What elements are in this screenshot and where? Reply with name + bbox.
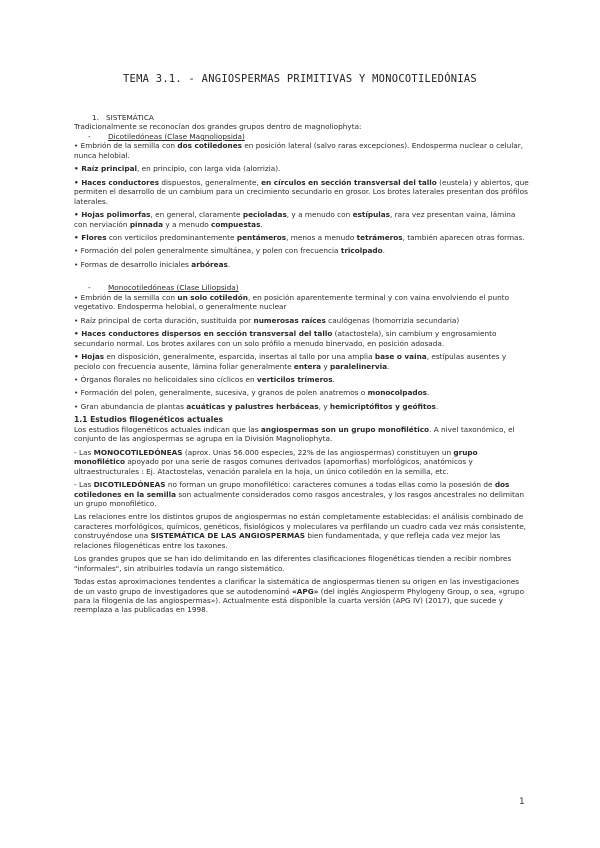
monocot-bullet-raiz: • Raíz principal de corta duración, sustituida por numerosas raíces caulógenas (homorrizia secundaria)	[74, 315, 460, 325]
estudios-paragraph-grupos: Los grandes grupos que se han ido delimitando en las diferentes clasificaciones filogenéticas tienden a recibir nombres "informales", sin atribuirles todavía un rango sistemático.	[74, 554, 512, 573]
dicot-bullet-formas: • Formas de desarrollo iniciales arbóreas.	[74, 259, 231, 269]
monocot-bullet-organos: • Órganos florales no helicoidales sino cíclicos en verticilos trímeros.	[74, 374, 335, 384]
subheading-label: Dicotiledóneas (Clase Magnoliopsida)	[108, 131, 245, 141]
estudios-paragraph-dicot: - Las DICOTILEDÓNEAS no forman un grupo monofilético: caracteres comunes a todas ellas como la posesión de dos cotiledones en la semilla son actualmente considerados como rasgos ancestrales, y los rasgos ancestrales no delimitan un grupo monofilético.	[74, 480, 524, 508]
page-title: TEMA 3.1. - ANGIOSPERMAS PRIMITIVAS Y MONOCOTILEDÓNIAS	[122, 73, 477, 85]
subheading-dicotiledoneas: - Dicotiledóneas (Clase Magnoliopsida)	[88, 131, 245, 141]
page-number: 1	[519, 797, 525, 807]
monocot-bullet-plantas: • Gran abundancia de plantas acuáticas y palustres herbáceas, y hemicriptófitos y geófitos.	[74, 401, 439, 411]
dicot-bullet-haces: • Haces conductores dispuestos, generalmente, en círculos en sección transversal del tallo (eustela) y abiertos, que permiten el desarrollo de un cambium para un crecimiento secundario en grosor. Los brotes laterales presentan dos prófilos laterales.	[74, 177, 529, 206]
dicot-bullet-embrion: • Embrión de la semilla con dos cotiledones en posición lateral (salvo raras excepciones). Endosperma nuclear o celular, nunca helobial.	[74, 141, 524, 160]
dicot-bullet-raiz: • Raíz principal, en principio, con larga vida (alorrizia).	[74, 164, 281, 174]
estudios-paragraph-monocot: - Las MONOCOTILEDÓNEAS (aprox. Unas 56.000 especies, 22% de las angiospermas) constituyen un grupo monofilético apoyado por una serie de rasgos comunes derivados (apomorfias) morfológicos, anatómicos y ultraestructurales : Ej. Atactostelas, venación paralela en la hoja, un único cotiledón en la semilla, etc.	[74, 447, 478, 476]
estudios-paragraph-relaciones: Las relaciones entre los distintos grupos de angiospermas no están completamente establecidas: el análisis combinado de caracteres morfológicos, químicos, genéticos, fisiológicos y moleculares va perfilando un cuadro cada vez más consistente, construyéndose una SISTEMÁTICA DE LAS ANGIOSPERMAS bien fundamentada, y que refleja cada vez mejor las relaciones filogenéticas entre los taxones.	[74, 512, 527, 550]
monocot-bullet-hojas: • Hojas en disposición, generalmente, esparcida, insertas al tallo por una amplia base o vaina, estípulas ausentes y peciolo con frecuencia ausente, lámina foliar generalmente entera y paralelinervia.	[74, 352, 507, 371]
estudios-paragraph-1: Los estudios filogenéticos actuales indican que las angiospermas son un grupo monofilético. A nivel taxonómico, el conjunto de las angiospermas se agrupa en la División Magnoliophyta.	[74, 424, 515, 444]
section-number: 1.	[92, 113, 99, 122]
document-body	[74, 113, 530, 615]
section-heading-estudios: 1.1 Estudios filogenéticos actuales	[74, 415, 224, 425]
subheading-monocotiledoneas: - Monocotiledóneas (Clase Liliopsida)	[88, 283, 239, 293]
estudios-paragraph-apg: Todas estas aproximaciones tendentes a clarificar la sistemática de angiospermas tienen su origen en las investigaciones de un vasto grupo de investigadores que se autodenominó «APG» (del inglés Angiosperm Phylogeny Group, o sea, «grupo para la filogenia de las angiospermas»). Actualmente está disponible la cuarta versión (APG IV) (2017), que sucede y reemplaza a las publicadas en 1998.	[74, 577, 525, 615]
monocot-bullet-polen: • Formación del polen, generalmente, sucesiva, y granos de polen anatremos o monocolpados.	[74, 388, 430, 398]
subheading-label: Monocotiledóneas (Clase Liliopsida)	[108, 283, 239, 293]
intro-paragraph: Tradicionalmente se reconocían dos grandes grupos dentro de magnoliophyta:	[74, 122, 362, 132]
dicot-bullet-hojas: • Hojas polimorfas, en general, claramente pecioladas, y a menudo con estípulas, rara vez presentan vaina, lámina con nerviación pinnada y a menudo compuestas.	[74, 210, 516, 229]
monocot-bullet-haces: • Haces conductores dispersos en sección transversal del tallo (atactostela), sin cambium y engrosamiento secundario normal. Los brotes axilares con un solo prófilo a menudo binervado, en posición adosada.	[74, 329, 497, 348]
dicot-bullet-flores: • Flores con verticilos predominantemente pentámeros, menos a menudo tetrámeros, también aparecen otras formas.	[74, 232, 525, 242]
monocot-bullet-embrion: • Embrión de la semilla con un solo cotiledón, en posición aparentemente terminal y con vaina envolviendo el punto vegetativo. Endosperma helobial, o generalmente nuclear	[74, 292, 510, 312]
section-title: SISTEMÁTICA	[106, 113, 154, 122]
dicot-bullet-polen: • Formación del polen generalmente simultánea, y polen con frecuencia tricolpado.	[74, 246, 385, 256]
section-heading-sistematica	[74, 113, 530, 122]
